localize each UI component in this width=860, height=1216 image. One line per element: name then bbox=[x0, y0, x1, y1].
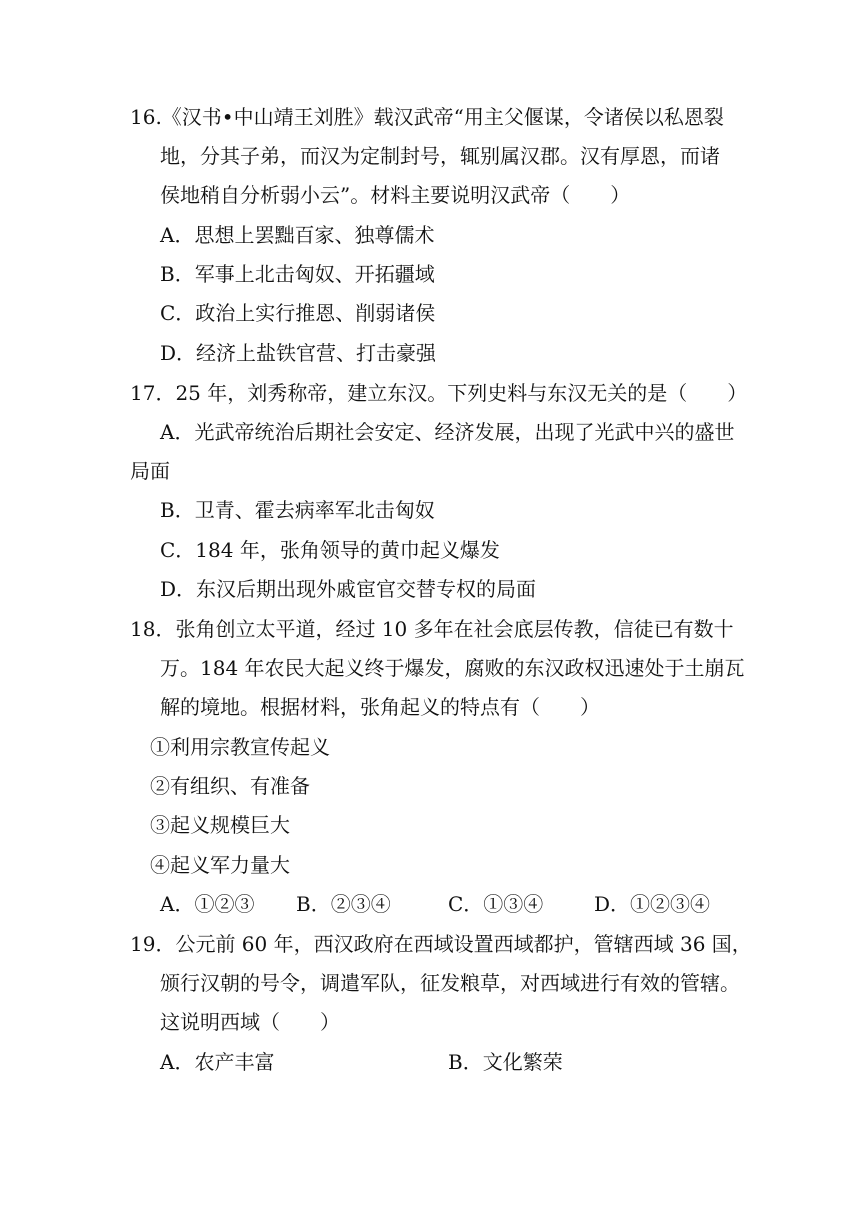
question-stem-line: 17．25 年，刘秀称帝，建立东汉。下列史料与东汉无关的是（ ） bbox=[130, 381, 748, 405]
option-d: D．①②③④ bbox=[594, 892, 711, 916]
option-c: C．184 年，张角领导的黄巾起义爆发 bbox=[160, 538, 500, 562]
option-a-continuation: 局面 bbox=[130, 459, 170, 483]
option-a: A．农产丰富 bbox=[160, 1050, 275, 1074]
option-d: D．经济上盐铁官营、打击豪强 bbox=[160, 341, 437, 365]
statement-2: ②有组织、有准备 bbox=[150, 774, 310, 798]
question-stem-line: 这说明西域（ ） bbox=[160, 1010, 340, 1034]
question-stem-line: 解的境地。根据材料，张角起义的特点有（ ） bbox=[160, 695, 600, 719]
option-b: B．文化繁荣 bbox=[448, 1050, 563, 1074]
option-d: D．东汉后期出现外戚宦官交替专权的局面 bbox=[160, 577, 537, 601]
option-b: B．军事上北击匈奴、开拓疆域 bbox=[160, 262, 435, 286]
option-a: A．①②③ bbox=[160, 892, 255, 916]
statement-3: ③起义规模巨大 bbox=[150, 813, 290, 837]
option-b: B．②③④ bbox=[296, 892, 391, 916]
question-stem-line: 侯地稍自分析弱小云”。材料主要说明汉武帝（ ） bbox=[160, 183, 631, 207]
option-c: C．①③④ bbox=[448, 892, 544, 916]
question-stem-line: 地，分其子弟，而汉为定制封号，辄别属汉郡。汉有厚恩，而诸 bbox=[160, 144, 720, 168]
question-stem-line: 19．公元前 60 年，西汉政府在西域设置西域都护，管辖西域 36 国， bbox=[130, 932, 752, 956]
option-a: A．思想上罢黜百家、独尊儒术 bbox=[160, 223, 435, 247]
question-stem-line: 万。184 年农民大起义终于爆发，腐败的东汉政权迅速处于土崩瓦 bbox=[160, 656, 745, 680]
option-b: B．卫青、霍去病率军北击匈奴 bbox=[160, 498, 435, 522]
statement-1: ①利用宗教宣传起义 bbox=[150, 735, 330, 759]
option-a: A．光武帝统治后期社会安定、经济发展，出现了光武中兴的盛世 bbox=[160, 420, 735, 444]
question-stem-line: 颁行汉朝的号令，调遣军队，征发粮草，对西域进行有效的管辖。 bbox=[160, 971, 740, 995]
question-stem-line: 16.《汉书•中山靖王刘胜》载汉武帝“用主父偃谋，令诸侯以私恩裂 bbox=[130, 105, 724, 129]
statement-4: ④起义军力量大 bbox=[150, 853, 290, 877]
question-stem-line: 18．张角创立太平道，经过 10 多年在社会底层传教，信徒已有数十 bbox=[130, 617, 734, 641]
option-c: C．政治上实行推恩、削弱诸侯 bbox=[160, 301, 436, 325]
